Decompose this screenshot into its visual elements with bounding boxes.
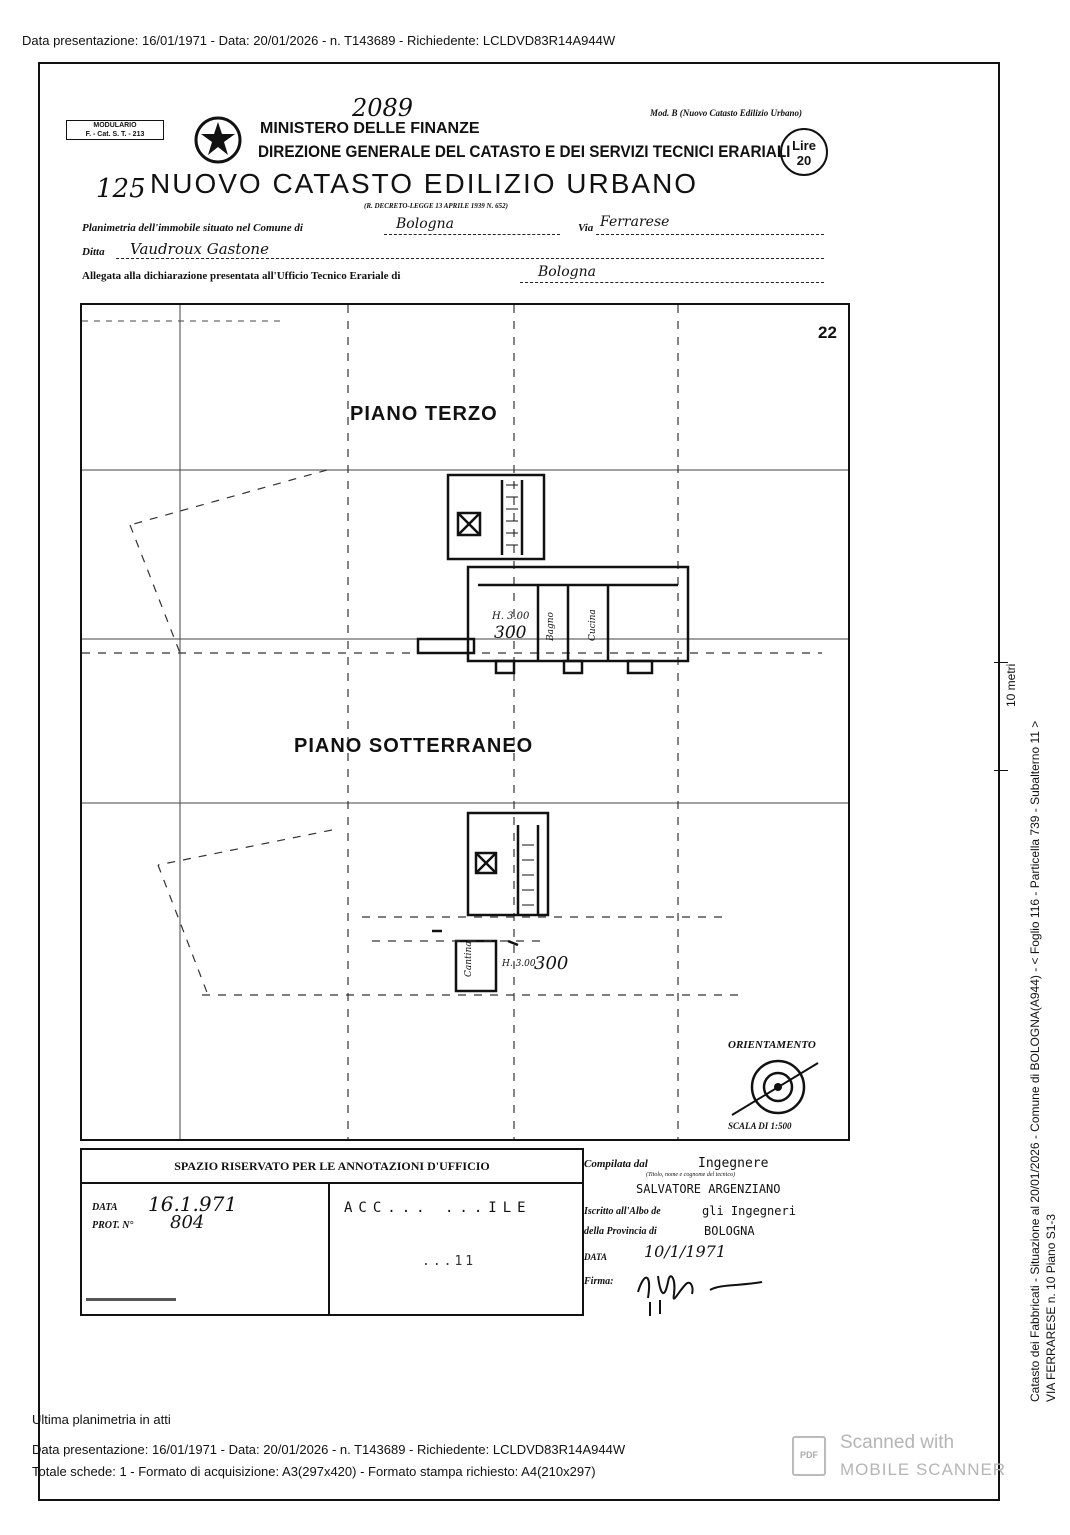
office-prot-value: 804 [170, 1212, 205, 1233]
office-data-value: 16.1.971 [148, 1192, 238, 1216]
iscritto-label: Iscritto all'Albo de [584, 1206, 661, 1217]
compiler-title: Ingegnere [698, 1156, 769, 1171]
office-divider [328, 1182, 330, 1314]
comune-line [384, 234, 560, 235]
via-label: Via [578, 222, 594, 234]
office-footnote-rule [86, 1298, 176, 1301]
ufficio-line [520, 282, 824, 283]
room-bagno: Bagno [546, 612, 556, 641]
allegata-label: Allegata alla dichiarazione presentata all'Ufficio Tecnico Erariale di [82, 270, 401, 282]
footer-line1: Data presentazione: 16/01/1971 - Data: 20/01/2026 - n. T143689 - Richiedente: LCLDVD83R14A944W [32, 1442, 626, 1457]
scale-tick-top [994, 662, 1008, 673]
scale-10-metri: 10 metri [1004, 663, 1018, 707]
lire-value: 20 [796, 153, 812, 168]
ufficio-value: Bologna [538, 264, 596, 280]
room-cucina: Cucina [588, 609, 598, 641]
office-annotations-box [80, 1148, 584, 1316]
compass-icon [732, 1061, 818, 1115]
comune-value: Bologna [396, 216, 454, 232]
mod-code: Mod. B (Nuovo Catasto Edilizio Urbano) [650, 108, 803, 118]
room-cantina: Cantina [464, 941, 474, 977]
direction-name: DIREZIONE GENERALE DEL CATASTO E DEI SERVIZI TECNICI ERARIALI [258, 142, 791, 161]
scale-label: SCALA DI 1:500 [728, 1121, 792, 1131]
office-data-label: DATA [92, 1202, 118, 1213]
compiler-data-value: 10/1/1971 [644, 1242, 727, 1261]
office-stamp: ACC... ...ILE [344, 1200, 532, 1216]
watermark-line1: Scanned with [840, 1432, 955, 1453]
h-lower-value: 300 [534, 953, 569, 974]
row1-label: Planimetria dell'immobile situato nel Comune di [82, 222, 303, 234]
handwritten-number: 2089 [352, 94, 414, 122]
scale-tick-bottom [994, 770, 1008, 771]
h-lower-label: H. 3.00 [502, 959, 536, 969]
h-upper-label: H. 3.00 [492, 611, 530, 622]
via-value: Ferrarese [600, 214, 670, 230]
footer-line2: Totale schede: 1 - Formato di acquisizione: A3(297x420) - Formato stampa richiesto: A4(210x297) [32, 1464, 596, 1479]
footer-ultima: Ultima planimetria in atti [32, 1412, 171, 1427]
main-title: NUOVO CATASTO EDILIZIO URBANO [150, 168, 699, 199]
floor-plan [80, 303, 850, 1141]
via-line [596, 234, 824, 235]
orientamento-label: ORIENTAMENTO [728, 1039, 816, 1051]
lire-label: Lire [792, 138, 816, 153]
pdf-icon: PDF [792, 1436, 826, 1476]
compiler-subnote: (Titolo, nome e cognome del tecnico) [646, 1172, 735, 1178]
sheet-number: 22 [818, 323, 837, 342]
prefix-number: 125 [96, 174, 146, 204]
compiler-name: SALVATORE ARGENZIANO [636, 1182, 781, 1196]
decree: (R. DECRETO-LEGGE 13 APRILE 1939 N. 652) [364, 202, 508, 210]
emblem-icon [192, 112, 244, 168]
firma-label: Firma: [584, 1276, 614, 1287]
floor-upper-title: PIANO TERZO [350, 403, 498, 425]
provincia-value: BOLOGNA [704, 1224, 755, 1238]
modulario-line1: MODULARIO [93, 122, 137, 129]
office-stamp-2: ...11 [422, 1254, 477, 1269]
floor-lower-title: PIANO SOTTERRANEO [294, 735, 534, 757]
provincia-label: della Provincia di [584, 1226, 657, 1237]
side-text-address: VIA FERRARESE n. 10 Piano S1-3 [1044, 1213, 1058, 1402]
signature-icon [630, 1262, 770, 1318]
ministry-name: MINISTERO DELLE FINANZE [260, 120, 480, 137]
modulario-box [66, 120, 164, 140]
side-text-cadastre: Catasto dei Fabbricati - Situazione al 20/01/2026 - Comune di BOLOGNA(A944) - < Foglio 116 - Particella 739 - Subalterno 11 > [1028, 720, 1042, 1402]
compilata-label: Compilata dal [584, 1158, 648, 1170]
lire-stamp [780, 128, 828, 176]
plan-drawing [82, 305, 848, 1139]
modulario-line2: F. - Cat. S. T. - 213 [85, 131, 145, 138]
ditta-value: Vaudroux Gastone [130, 240, 269, 258]
compiler-data-label: DATA [584, 1252, 608, 1262]
ditta-label: Ditta [82, 246, 105, 258]
ditta-line [116, 258, 824, 259]
header-line: Data presentazione: 16/01/1971 - Data: 20/01/2026 - n. T143689 - Richiedente: LCLDVD83R14A944W [22, 33, 616, 48]
office-title: SPAZIO RISERVATO PER LE ANNOTAZIONI D'UFFICIO [82, 1150, 582, 1184]
albo-value: gli Ingegneri [702, 1204, 796, 1218]
h-upper-value: 300 [494, 623, 527, 643]
watermark-line2: MOBILE SCANNER [840, 1460, 1007, 1479]
office-prot-label: PROT. N° [92, 1220, 134, 1231]
